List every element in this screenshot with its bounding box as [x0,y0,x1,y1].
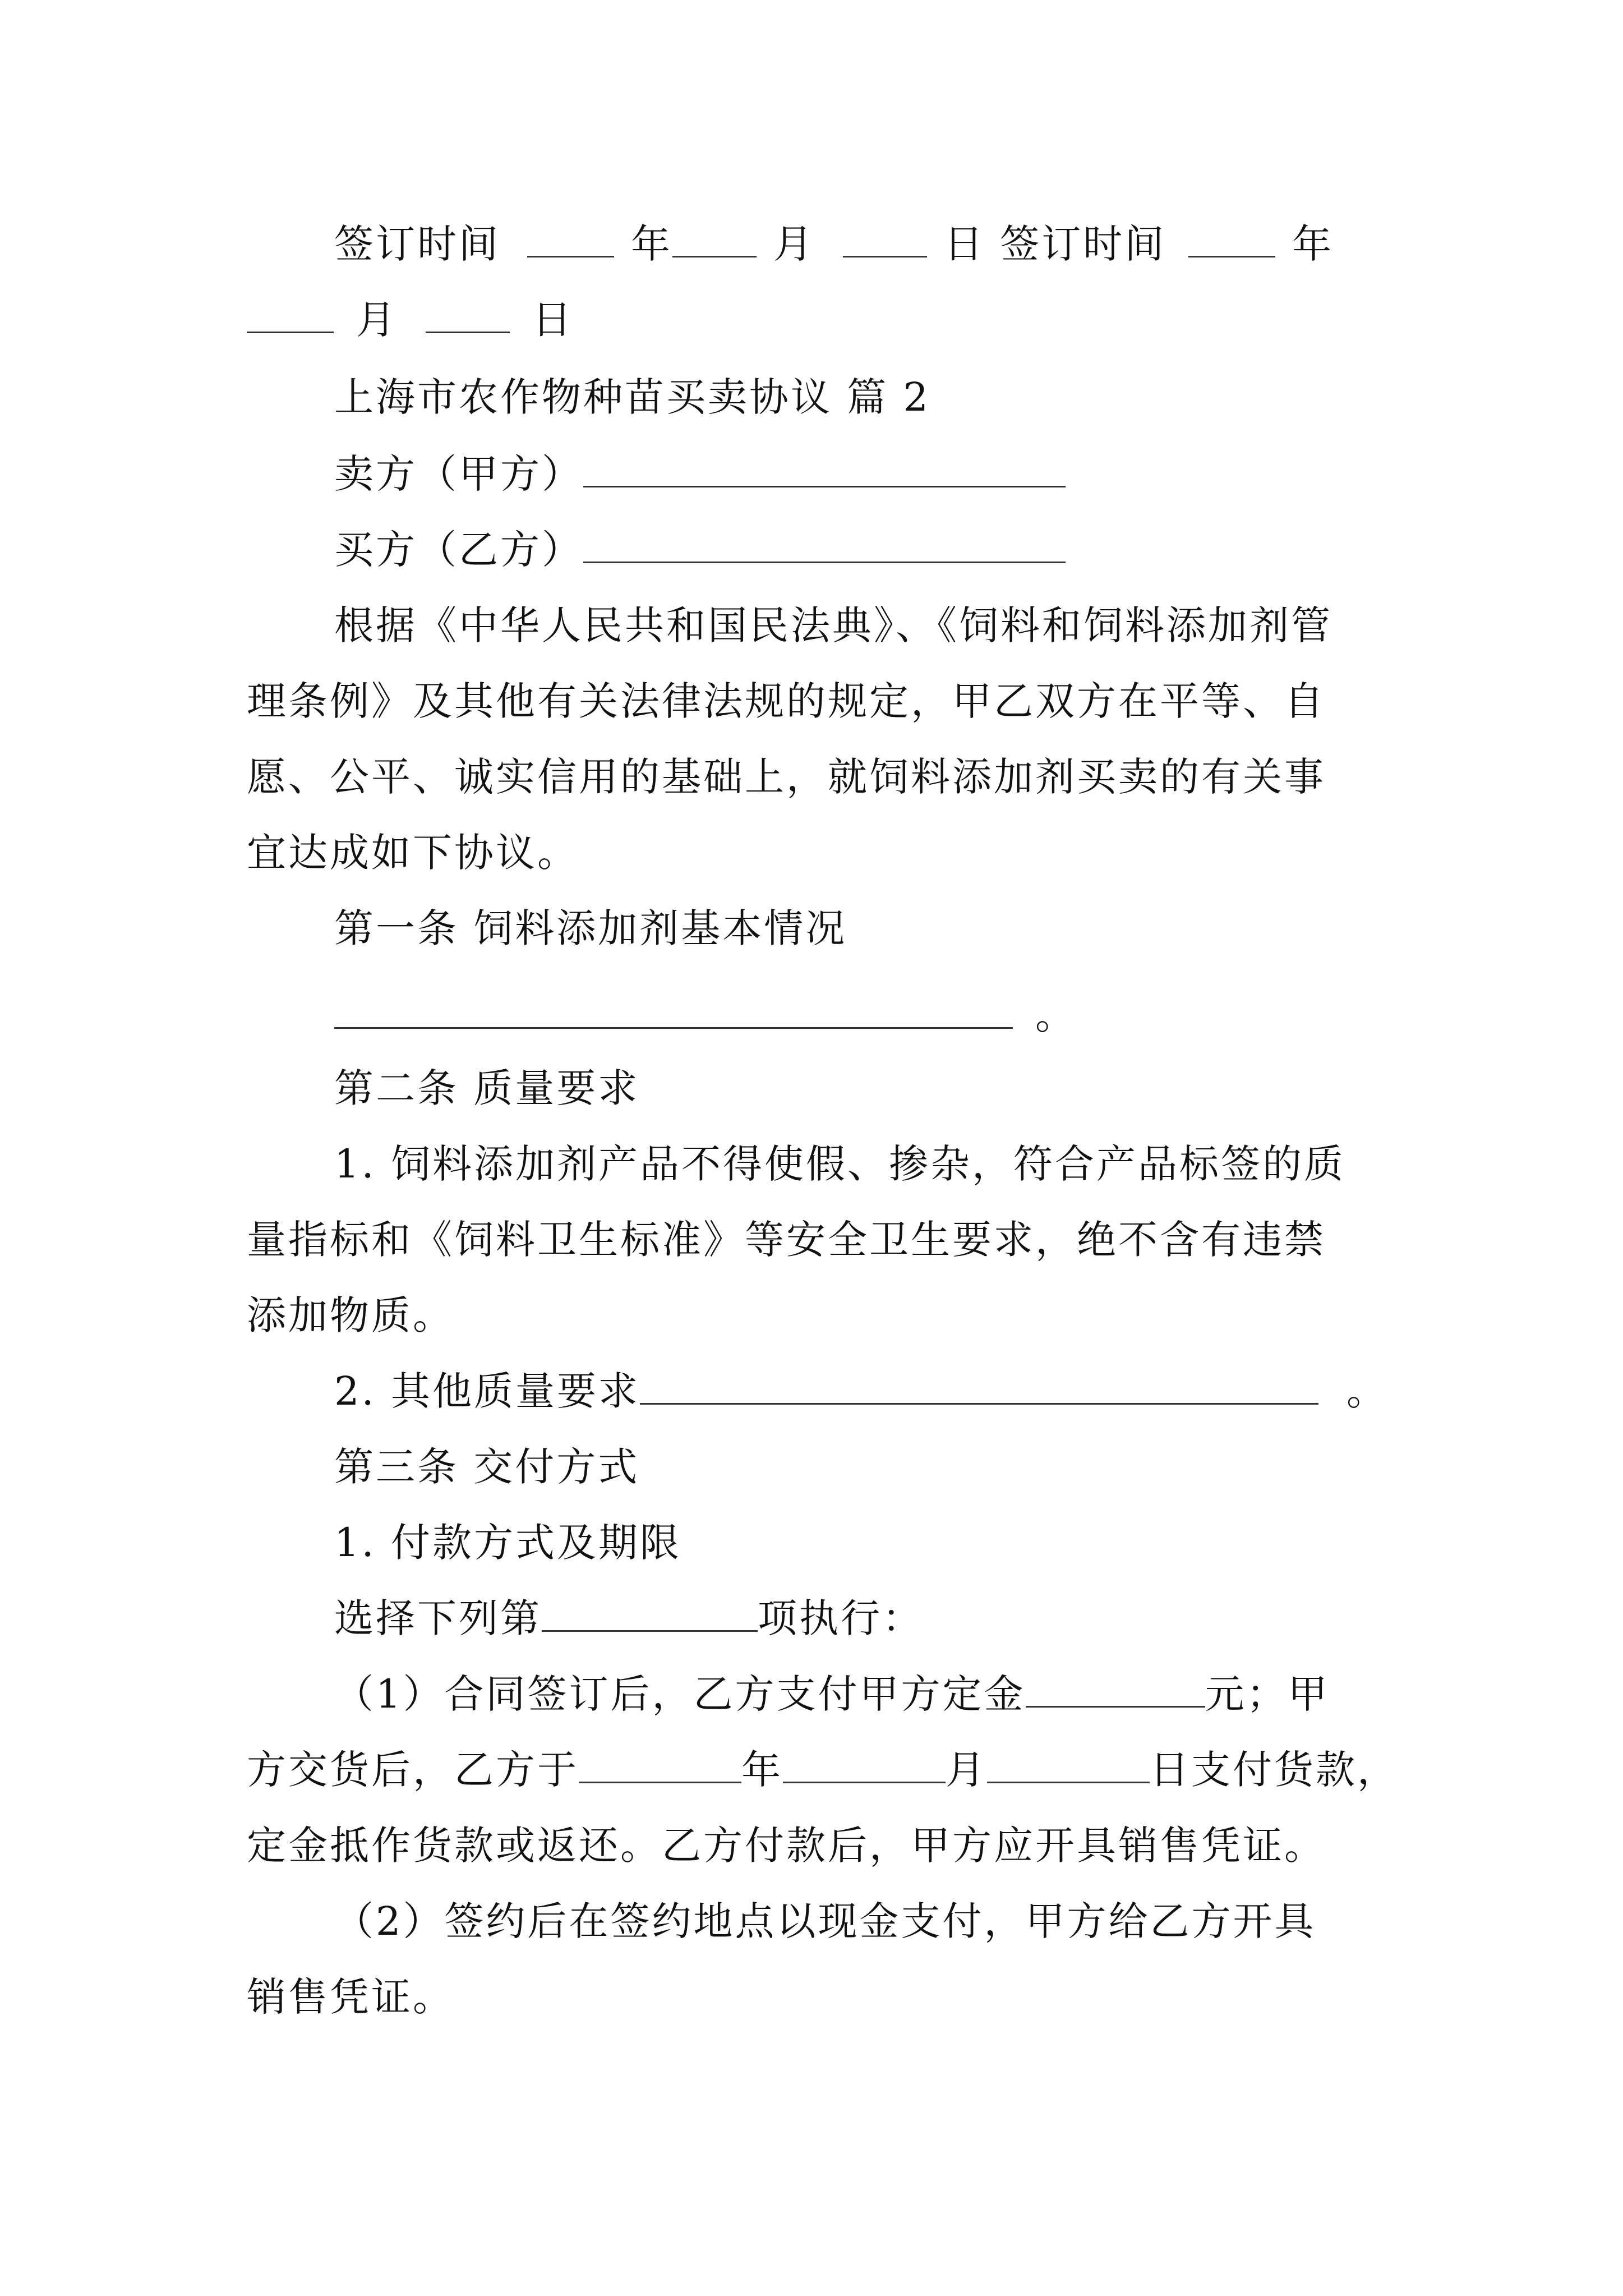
option2-line-2: 销售凭证。 [247,1974,454,2020]
agreement-title: 上海市农作物种苗买卖协议 篇 2 [334,374,931,420]
signing-time-line [334,216,1334,272]
year-blank-2[interactable] [1188,255,1275,257]
day-blank[interactable] [843,255,927,257]
article2-item1-line-1: 1. 饲料添加剂产品不得使假、掺杂，符合产品标签的质 [334,1141,1346,1187]
buyer-line [334,522,1066,578]
option1-text-3: 方交货后，乙方于 [247,1747,579,1793]
quality-blank[interactable] [640,1402,1318,1405]
intro-line-2: 理条例》及其他有关法律法规的规定，甲乙双方在平等、自 [247,678,1326,724]
year-label-2: 年 [1292,221,1334,267]
seller-label: 卖方（甲方） [334,451,583,497]
option1-text-1: （1）合同签订后，乙方支付甲方定金 [334,1671,1026,1717]
year-blank[interactable] [527,255,614,257]
option1-day-label: 日支付货款， [1150,1747,1399,1793]
intro-line-3: 愿、公平、诚实信用的基础上，就饲料添加剂买卖的有关事 [247,754,1326,800]
article1-blank-line [334,987,1077,1043]
day-sign-time-label: 日 签订时间 [944,221,1166,267]
month-label: 月 [773,221,815,267]
day-label-2: 日 [532,297,574,343]
buyer-label: 买方（乙方） [334,527,583,573]
option1-line-1 [334,1666,1330,1722]
buyer-blank[interactable] [583,561,1066,563]
article2-item1-line-3: 添加物质。 [247,1292,454,1338]
pay-day-blank[interactable] [987,1781,1150,1783]
month-blank[interactable] [672,255,757,257]
article2-heading: 第二条 质量要求 [334,1065,640,1111]
article1-heading: 第一条 饲料添加剂基本情况 [334,905,847,951]
choose-label: 选择下列第 [334,1595,542,1641]
option2-line-1: （2）签约后在签约地点以现金支付，甲方给乙方开具 [334,1898,1316,1944]
article3-heading: 第三条 交付方式 [334,1444,640,1490]
seller-line [334,446,1066,502]
intro-line-1: 根据《中华人民共和国民法典》、《饲料和饲料添加剂管 [334,602,1332,648]
month-blank-2[interactable] [247,331,334,333]
article1-blank[interactable] [334,1027,1013,1029]
year-label: 年 [631,221,672,267]
signing-time-line-2 [247,292,574,348]
sign-time-label: 签订时间 [334,221,500,267]
option1-line-2 [247,1742,1399,1798]
article2-item2-line [334,1363,1388,1419]
month-label-2: 月 [356,297,398,343]
choose-label-2: 项执行： [758,1595,924,1641]
pay-month-blank[interactable] [783,1781,946,1783]
intro-line-4: 宜达成如下协议。 [247,830,579,876]
article2-item2-label: 2. 其他质量要求 [334,1368,640,1414]
option1-text-2: 元；甲 [1205,1671,1330,1717]
option1-line-3: 定金抵作货款或返还。乙方付款后，甲方应开具销售凭证。 [247,1823,1326,1869]
choice-blank[interactable] [542,1630,758,1632]
payment-heading: 1. 付款方式及期限 [334,1520,682,1566]
pay-year-blank[interactable] [579,1781,741,1783]
deposit-blank[interactable] [1026,1705,1205,1708]
seller-blank[interactable] [583,485,1066,487]
day-blank-2[interactable] [426,331,510,333]
article2-item1-line-2: 量指标和《饲料卫生标准》等安全卫生要求，绝不含有违禁 [247,1217,1326,1263]
article2-item2-period: 。 [1347,1368,1389,1414]
choose-line [334,1590,924,1646]
option1-month-label: 月 [946,1747,987,1793]
article1-period: 。 [1035,992,1077,1038]
option1-year-label: 年 [741,1747,783,1793]
